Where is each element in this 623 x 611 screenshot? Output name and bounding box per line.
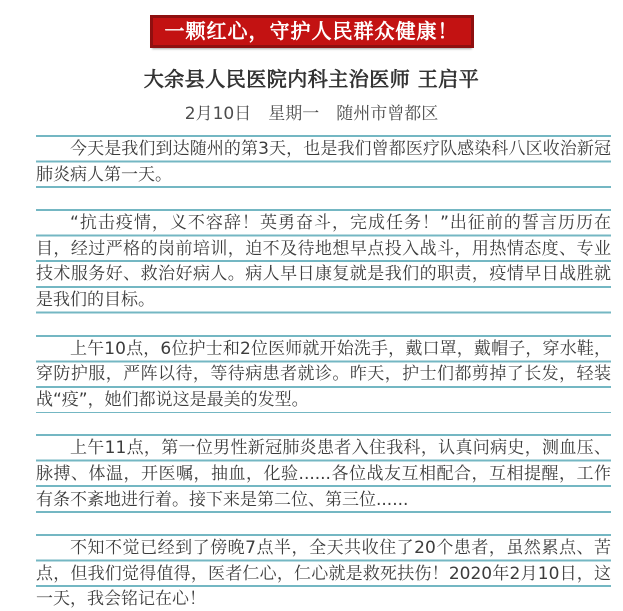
paragraph-5: 不知不觉已经到了傍晚7点半，全天共收住了20个患者，虽然累点、苦点，但我们觉得值得，医者仁心，仁心就是救死扶伤！2020年2月10日，这一天，我会铭记在心！	[36, 534, 611, 611]
paragraph-2: “抗击疫情，义不容辞！英勇奋斗，完成任务！”出征前的誓言历历在目，经过严格的岗前培训，迫不及待地想早点投入战斗，用热情态度、专业技术服务好、救治好病人。病人早日康复就是我们的职责，疫情早日战胜就是我们的目标。	[36, 209, 611, 313]
article-body	[36, 135, 611, 611]
paragraph-3: 上午10点，6位护士和2位医师就开始洗手，戴口罩，戴帽子，穿水鞋，穿防护服，严阵以待，等待病患者就诊。昨天，护士们都剪掉了长发，轻装战“疫”，她们都说这是最美的发型。	[36, 335, 611, 414]
article-dateline: 2月10日 星期一 随州市曾都区	[184, 104, 439, 124]
banner-row	[0, 0, 623, 48]
red-banner-headline: 一颗红心，守护人民群众健康！	[150, 15, 474, 48]
paragraph-1: 今天是我们到达随州的第3天，也是我们曾都医疗队感染科八区收治新冠肺炎病人第一天。	[36, 135, 611, 188]
article-title: 大余县人民医院内科主治医师 王启平	[143, 67, 480, 91]
paragraph-4: 上午11点，第一位男性新冠肺炎患者入住我科，认真问病史，测血压、脉搏、体温，开医嘱，抽血，化验......各位战友互相配合，互相提醒，工作有条不紊地进行着。接下来是第二位、第三位......	[36, 434, 611, 513]
